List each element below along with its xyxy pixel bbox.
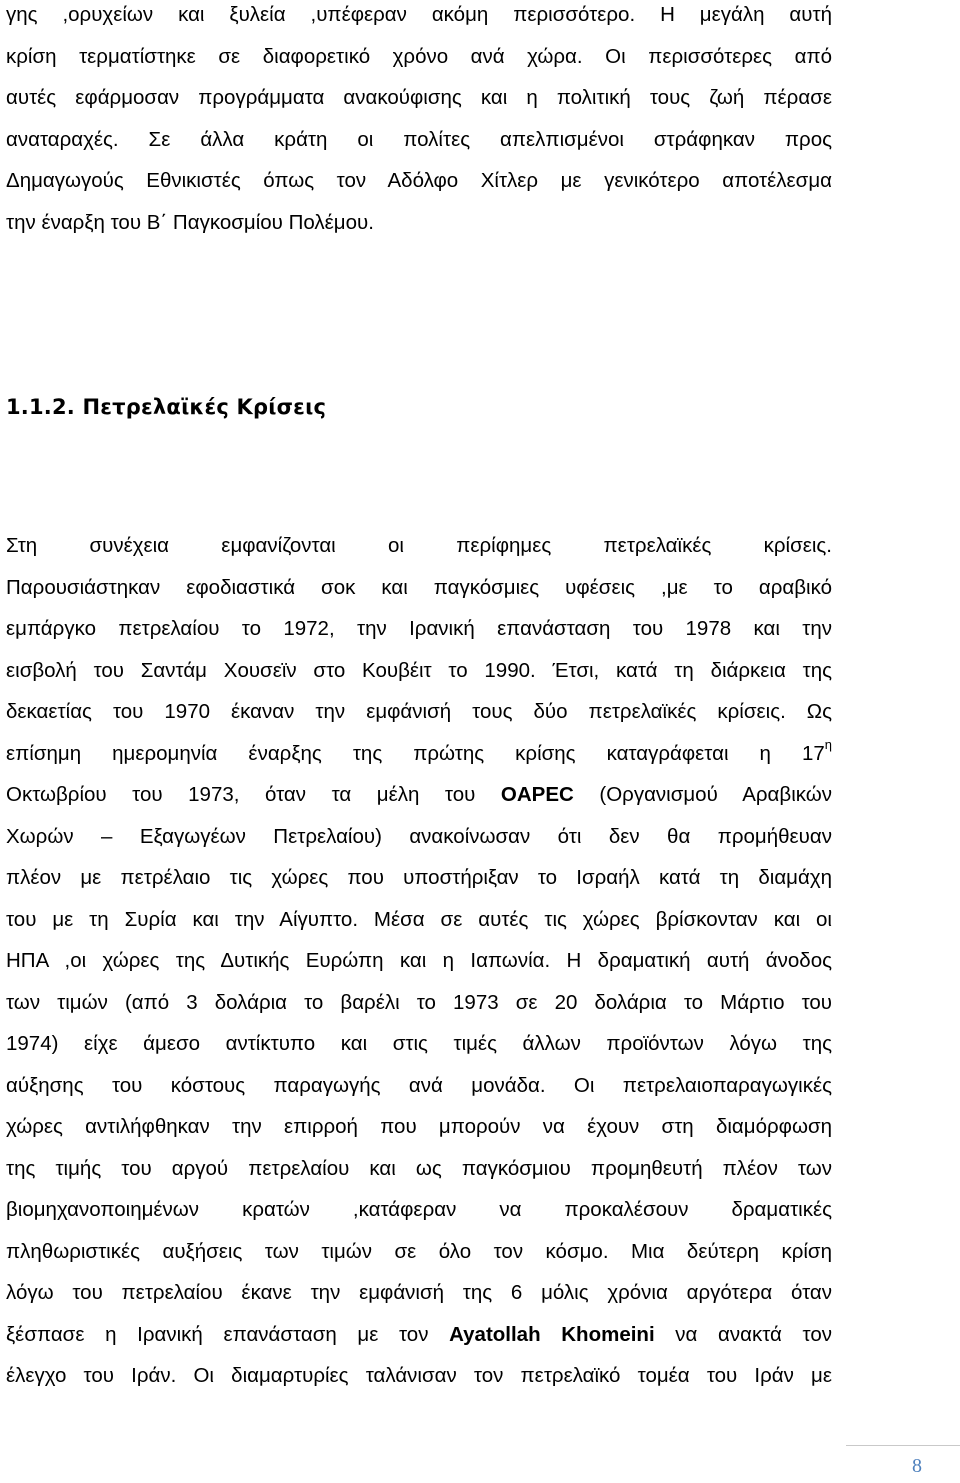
text-line: εισβολή του Σαντάμ Χουσεϊν στο Κουβέιτ το 1990. Έτσι, κατά τη διάρκεια της	[6, 658, 832, 682]
text-line	[6, 774, 832, 816]
text-line: Στη συνέχεια εμφανίζονται οι περίφημες πετρελαϊκές κρίσεις.	[6, 534, 832, 557]
text-line: 1974) είχε άμεσο αντίκτυπο και στις τιμές άλλων προϊόντων λόγω της	[6, 1032, 832, 1055]
paragraph-oil-crises	[6, 525, 832, 1397]
text-line: ΗΠΑ ,οι χώρες της Δυτικής Ευρώπη και η Ιαπωνία. Η δραματική αυτή άνοδος	[6, 949, 832, 972]
paragraph-previous-section	[6, 0, 832, 243]
text-line: γης ,ορυχείων και ξυλεία ,υπέφεραν ακόμη περισσότερο. Η μεγάλη αυτή	[6, 3, 832, 26]
superscript: η	[824, 736, 832, 752]
text-line: κρίση τερματίστηκε σε διαφορετικό χρόνο ανά χώρα. Οι περισσότερες από	[6, 44, 832, 68]
text-line: Χωρών – Εξαγωγέων Πετρελαίου) ανακοίνωσαν ότι δεν θα προμήθευαν	[6, 824, 832, 848]
text-line: Δημαγωγούς Εθνικιστές όπως τον Αδόλφο Χίτλερ με γενικότερο αποτέλεσμα	[6, 169, 832, 192]
bold-term-oapec: OAPEC	[500, 783, 574, 806]
text-line	[6, 1314, 832, 1356]
text-line: πληθωριστικές αυξήσεις των τιμών σε όλο τον κόσμο. Μια δεύτερη κρίση	[6, 1239, 832, 1263]
text-span: Οκτωβρίου του 1973, όταν τα μέλη του	[6, 783, 501, 806]
footer-divider	[846, 1445, 960, 1446]
text-span: (Οργανισμού Αραβικών	[573, 783, 833, 806]
text-line: έλεγχο του Ιράν. Οι διαμαρτυρίες ταλάνισαν τον πετρελαϊκό τομέα του Ιράν με	[6, 1364, 832, 1387]
text-line: πλέον με πετρέλαιο τις χώρες που υποστήριξαν το Ισραήλ κατά τη διαμάχη	[6, 866, 832, 889]
text-span: να ανακτά τον	[654, 1322, 832, 1346]
page-number: 8	[912, 1455, 922, 1477]
bold-term-khomeini: Ayatollah Khomeini	[449, 1322, 655, 1346]
section-heading: 1.1.2. Πετρελαϊκές Κρίσεις	[6, 395, 327, 419]
text-line: λόγω του πετρελαίου έκανε την εμφάνισή της 6 μόλις χρόνια αργότερα όταν	[6, 1281, 832, 1304]
text-line: του με τη Συρία και την Αίγυπτο. Μέσα σε αυτές τις χώρες βρίσκονταν και οι	[6, 907, 832, 931]
text-line: αναταραχές. Σε άλλα κράτη οι πολίτες απελπισμένοι στράφηκαν προς	[6, 127, 832, 151]
text-line: της τιμής του αργού πετρελαίου και ως παγκόσμιου προμηθευτή πλέον των	[6, 1156, 832, 1180]
text-span: ξέσπασε η Ιρανική επανάσταση με τον	[6, 1322, 450, 1346]
text-line: δεκαετίας του 1970 έκαναν την εμφάνισή τους δύο πετρελαϊκές κρίσεις. Ως	[6, 700, 832, 723]
text-line: αυτές εφάρμοσαν προγράμματα ανακούφισης και η πολιτική τους ζωή πέρασε	[6, 86, 832, 109]
text-line	[6, 733, 832, 775]
text-line: χώρες αντιλήφθηκαν την επιρροή που μπορούν να έχουν στη διαμόρφωση	[6, 1115, 832, 1138]
text-line: Παρουσιάστηκαν εφοδιαστικά σοκ και παγκόσμιες υφέσεις ,με το αραβικό	[6, 575, 832, 599]
text-span: επίσημη ημερομηνία έναρξης της πρώτης κρίσης καταγράφεται η 17	[6, 741, 825, 765]
text-line: εμπάργκο πετρελαίου το 1972, την Ιρανική επανάσταση του 1978 και την	[6, 617, 832, 640]
text-line: αύξησης του κόστους παραγωγής ανά μονάδα. Οι πετρελαιοπαραγωγικές	[6, 1073, 832, 1097]
text-line: την έναρξη του Β΄ Παγκοσμίου Πολέμου.	[6, 210, 374, 234]
text-line: βιομηχανοποιημένων κρατών ,κατάφεραν να προκαλέσουν δραματικές	[6, 1198, 832, 1221]
text-line: των τιμών (από 3 δολάρια το βαρέλι το 1973 σε 20 δολάρια το Μάρτιο του	[6, 990, 832, 1014]
page-number-footer	[846, 1441, 960, 1483]
